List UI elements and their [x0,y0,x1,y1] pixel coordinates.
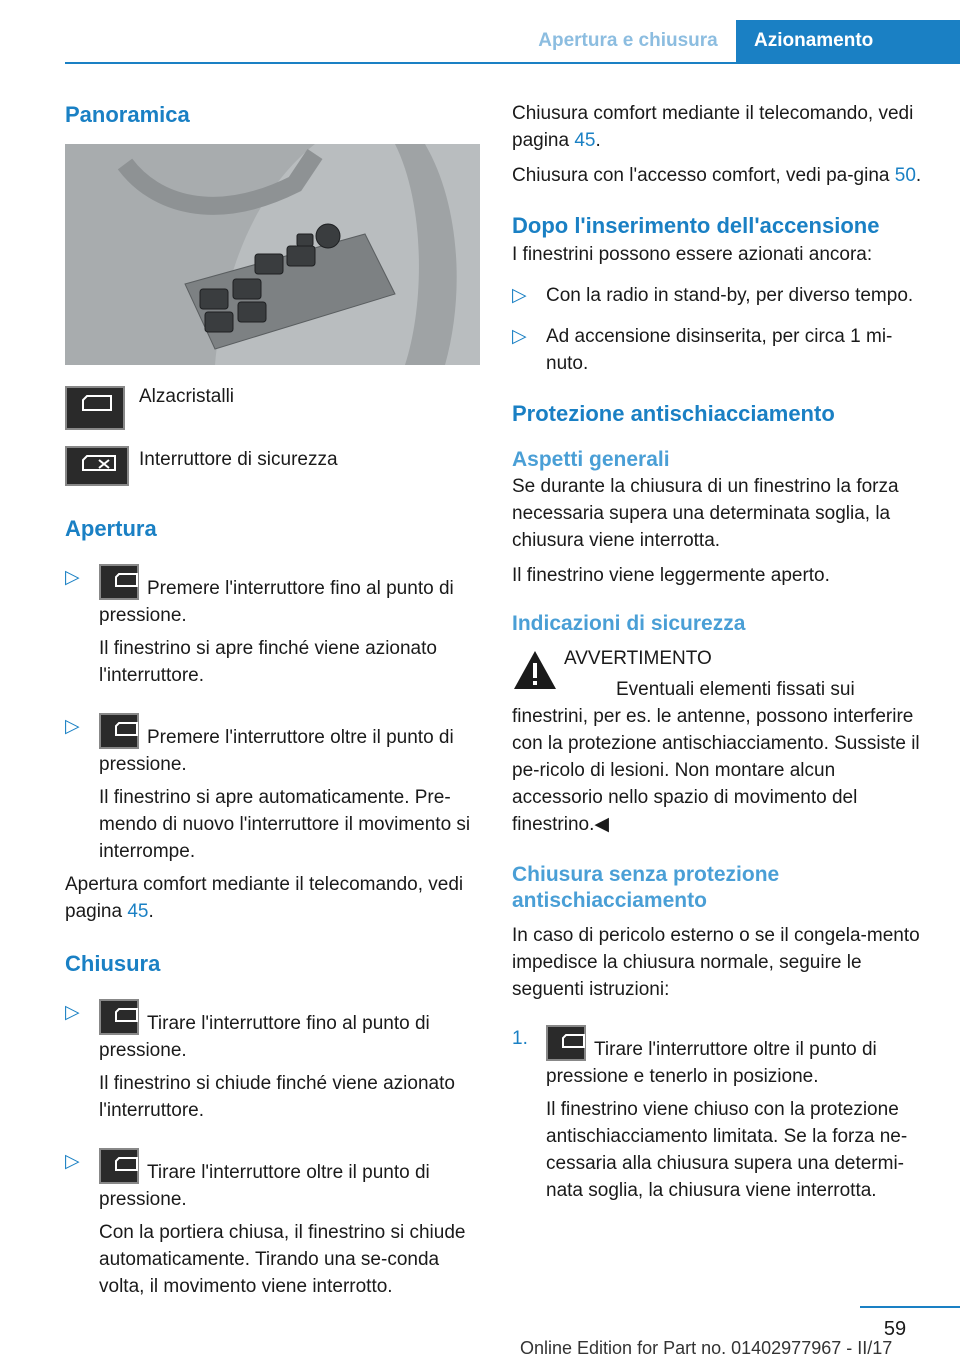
aspetti-text: Se durante la chiusura di un finestrino la forza necessaria supera una determinata soglia, la chiusura viene interrotta. [512,476,899,551]
item-text: Con la radio in stand-by, per diverso tempo. [546,285,914,306]
window-switch-icon [99,713,139,749]
heading-senza: Chiusura senza protezione antischiacciamento [512,863,780,912]
chiusura-comfort: Chiusura comfort mediante il telecomando, vedi pagina 45. [512,103,914,151]
item-text: Ad accensione disinserita, per circa 1 mi-nuto. [546,326,893,374]
item-detail: Il finestrino si apre automaticamente. Pre-mendo di nuovo l'interruttore il movimento si interrompe. [99,787,471,862]
triangle-bullet-icon: ▷ [65,1151,80,1172]
right-column [512,100,927,1204]
heading-panoramica: Panoramica [65,102,190,127]
window-switch-icon [65,386,125,430]
legend-row-interruttore [65,446,480,486]
header-rule [65,62,960,64]
header-section: Apertura e chiusura [538,30,718,51]
step-number: 1. [512,1028,528,1049]
header-chapter: Azionamento [736,20,960,62]
item-detail: Con la portiera chiusa, il finestrino si chiude automaticamente. Tirando una se-conda volta, il movimento viene interrotto. [99,1222,466,1297]
heading-chiusura: Chiusura [65,951,161,976]
page-link[interactable]: 45 [574,130,596,151]
triangle-bullet-icon: ▷ [512,285,527,306]
heading-indicazioni: Indicazioni di sicurezza [512,612,746,635]
door-panel-figure [65,144,480,365]
item-text: Tirare l'interruttore oltre il punto di pressione. [99,1162,430,1210]
triangle-bullet-icon: ▷ [65,567,80,588]
senza-text: In caso di pericolo esterno o se il congela-mento impedisce la chiusura normale, seguire le seguenti istruzioni: [512,925,920,1000]
warning-text: Eventuali elementi fissati sui finestrini, per es. le antenne, possono interferire con la protezione antischiacciamento. Sussiste il pe-ricolo di lesioni. Non montare alcun accessorio nello spazio di movimento del finestrino.◀ [512,679,920,835]
page-link[interactable]: 50 [894,165,916,186]
heading-dopo: Dopo l'inserimento dell'accensione [512,213,880,238]
legend-interruttore: Interruttore di sicurezza [139,449,338,470]
list-item [65,999,480,1124]
triangle-bullet-icon: ▷ [65,1002,80,1023]
list-item [65,713,480,865]
warning-icon [512,649,558,691]
list-item [512,1025,927,1204]
triangle-bullet-icon: ▷ [65,716,80,737]
list-item [65,1148,480,1300]
triangle-bullet-icon: ▷ [512,326,527,347]
item-text: Premere l'interruttore oltre il punto di pressione. [99,727,454,775]
heading-protezione: Protezione antischiacciamento [512,401,835,426]
window-switch-icon [546,1025,586,1061]
item-detail: Il finestrino si apre finché viene azionato l'interruttore. [99,638,437,686]
warning-block [512,645,927,838]
heading-apertura: Apertura [65,516,157,541]
chiusura-access: Chiusura con l'accesso comfort, vedi pa-gina 50. [512,165,922,186]
item-text: Tirare l'interruttore fino al punto di pressione. [99,1013,430,1061]
item-detail: Il finestrino viene chiuso con la protezione antischiacciamento limitata. Se la forza ne-cessaria alla chiusura supera una determi-nata soglia, la chiusura viene interrotta. [546,1099,908,1201]
edition-note: Online Edition for Part no. 01402977967 - II/17 [520,1338,893,1358]
window-switch-icon [99,999,139,1035]
aspetti-text-2: Il finestrino viene leggermente aperto. [512,565,830,586]
list-item [512,323,927,377]
footer-rule [860,1306,960,1308]
item-detail: Il finestrino si chiude finché viene azionato l'interruttore. [99,1073,455,1121]
left-column [65,100,480,1300]
list-item [512,282,927,309]
heading-aspetti: Aspetti generali [512,448,670,471]
warning-title: AVVERTIMENTO [564,648,712,669]
window-switch-icon [99,564,139,600]
window-switch-icon [99,1148,139,1184]
list-item [65,564,480,689]
apertura-comfort: Apertura comfort mediante il telecomando, vedi pagina 45. [65,874,464,922]
page-link[interactable]: 45 [127,901,149,922]
item-text: Tirare l'interruttore oltre il punto di pressione e tenerlo in posizione. [546,1039,877,1087]
safety-switch-icon [65,446,129,486]
legend-alzacristalli: Alzacristalli [139,386,235,407]
legend-row-alzacristalli [65,383,480,430]
dopo-text: I finestrini possono essere azionati ancora: [512,244,873,265]
page-number: 59 [883,1318,907,1340]
item-text: Premere l'interruttore fino al punto di pressione. [99,578,454,626]
